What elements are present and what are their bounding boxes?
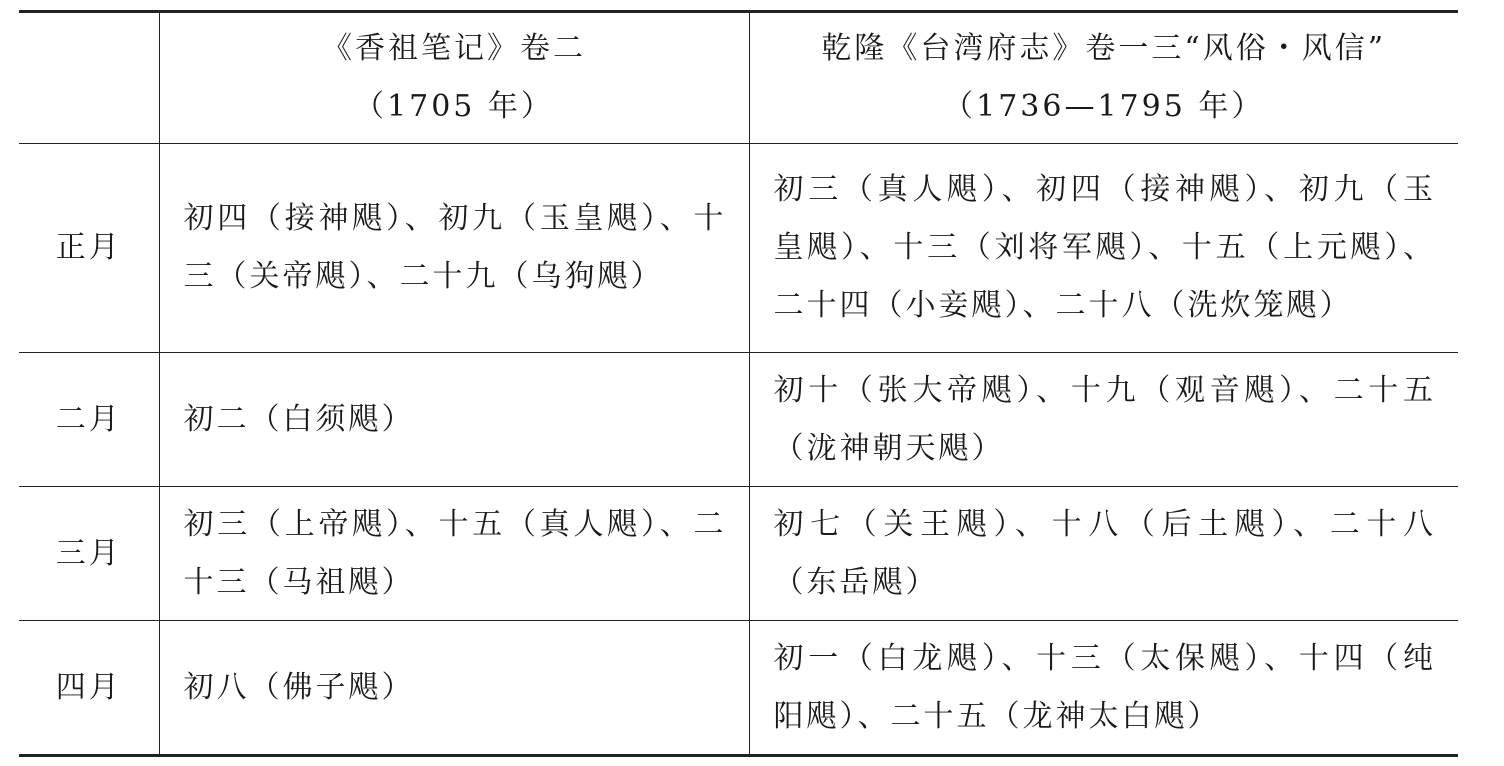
table-row [19, 621, 1458, 756]
typhoon-calendar-table [19, 10, 1458, 757]
month-cell: 二月 [19, 353, 159, 487]
header-xiangzu-title: 《香祖笔记》卷二 [322, 31, 586, 66]
table-row [19, 144, 1458, 353]
xiangzu-entry-cell: 初四（接神飓）、初九（玉皇飓）、十三（关帝飓）、二十九（乌狗飓） [159, 144, 749, 353]
taiwan-entry-cell: 初十（张大帝飓）、十九（观音飓）、二十五（泷神朝天飓） [749, 353, 1458, 487]
xiangzu-entry-cell: 初三（上帝飓）、十五（真人飓）、二十三（马祖飓） [159, 487, 749, 621]
header-taiwan-fuzhi [749, 12, 1458, 144]
taiwan-entry-cell: 初三（真人飓）、初四（接神飓）、初九（玉皇飓）、十三（刘将军飓）、十五（上元飓）、二十四（小妾飓）、二十八（洗炊笼飓） [749, 144, 1458, 353]
header-row [19, 12, 1458, 144]
header-taiwan-years: （1736—1795 年） [943, 89, 1265, 124]
table-row [19, 353, 1458, 487]
month-cell: 四月 [19, 621, 159, 756]
header-taiwan-title: 乾隆《台湾府志》卷一三“风俗・风信” [821, 31, 1387, 66]
xiangzu-entry-cell: 初八（佛子飓） [159, 621, 749, 756]
header-corner-cell [19, 12, 159, 144]
header-xiangzu-biji [159, 12, 749, 144]
taiwan-entry-cell: 初一（白龙飓）、十三（太保飓）、十四（纯阳飓）、二十五（龙神太白飓） [749, 621, 1458, 756]
month-cell: 三月 [19, 487, 159, 621]
xiangzu-entry-cell: 初二（白须飓） [159, 353, 749, 487]
month-cell: 正月 [19, 144, 159, 353]
header-xiangzu-years: （1705 年） [354, 89, 554, 124]
taiwan-entry-cell: 初七（关王飓）、十八（后土飓）、二十八（东岳飓） [749, 487, 1458, 621]
table-row [19, 487, 1458, 621]
